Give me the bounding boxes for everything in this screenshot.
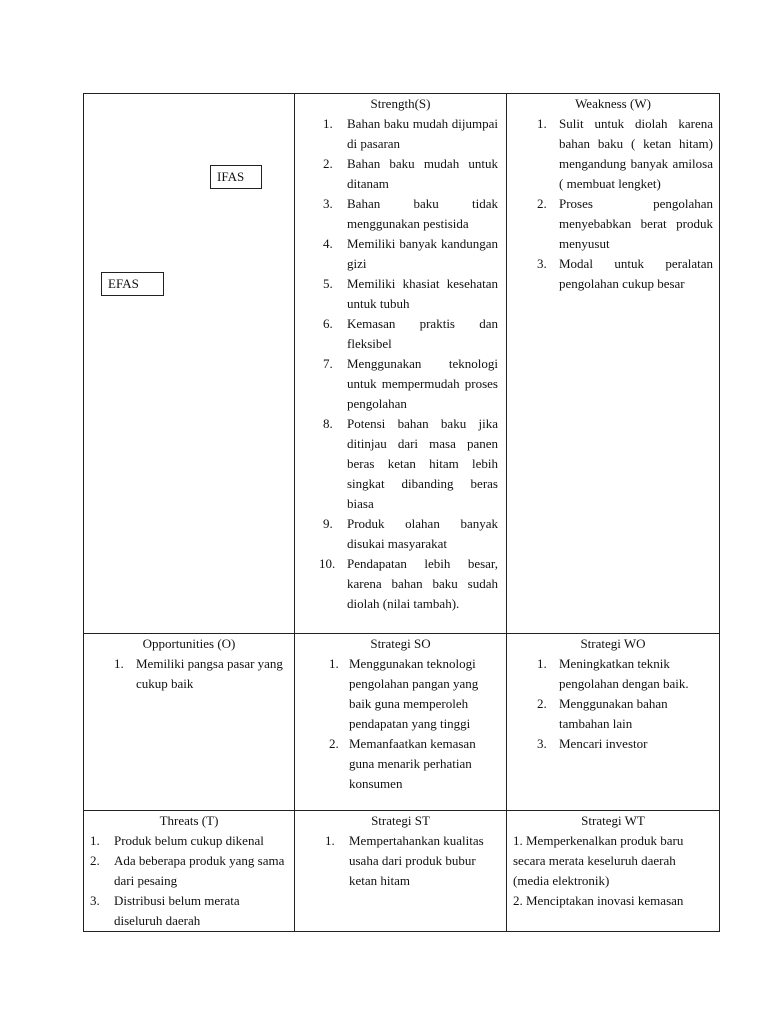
threats-header: Threats (T) bbox=[159, 813, 219, 828]
list-item: 3. Modal untuk peralatan pengolahan cukup besar bbox=[537, 256, 713, 291]
row-internal-factors bbox=[84, 94, 720, 634]
list-item: 2. Proses pengolahan menyebabkan berat produk menyusut bbox=[537, 196, 713, 251]
strategi-wt-header: Strategi WT bbox=[581, 813, 645, 828]
list-item: 1. Produk belum cukup dikenal bbox=[90, 833, 264, 848]
list-item: 1. Mempertahankan kualitas usaha dari produk bubur ketan hitam bbox=[325, 833, 484, 888]
list-item: 2. Menggunakan bahan tambahan lain bbox=[537, 696, 668, 731]
list-item: 7. Menggunakan teknologi untuk mempermudah proses pengolahan bbox=[323, 356, 498, 411]
strategi-so-list bbox=[295, 654, 506, 794]
list-item: 2. Bahan baku mudah untuk ditanam bbox=[323, 156, 498, 191]
cell-opportunities bbox=[84, 634, 295, 811]
cell-strategi-so bbox=[295, 634, 507, 811]
list-item: 3. Bahan baku tidak menggunakan pestisida bbox=[323, 196, 498, 231]
cell-threats bbox=[84, 811, 295, 932]
list-item: 1. Sulit untuk diolah karena bahan baku ( ketan hitam) mengandung banyak amilosa ( membuat lengket) bbox=[537, 116, 713, 191]
row-opportunities bbox=[84, 634, 720, 811]
cell-strategi-wo bbox=[507, 634, 720, 811]
list-item: 1. Menggunakan teknologi pengolahan pangan yang baik guna memperoleh pendapatan yang tinggi bbox=[329, 656, 479, 731]
weakness-header: Weakness (W) bbox=[575, 96, 651, 111]
swot-matrix-table bbox=[83, 93, 720, 932]
list-item: 8. Potensi bahan baku jika ditinjau dari masa panen beras ketan hitam lebih singkat dibanding beras biasa bbox=[323, 416, 498, 511]
list-item: 1. Memiliki pangsa pasar yang cukup baik bbox=[114, 656, 283, 691]
list-item: 10. Pendapatan lebih besar, karena bahan baku sudah diolah (nilai tambah). bbox=[319, 556, 498, 611]
strategi-st-header: Strategi ST bbox=[371, 813, 430, 828]
list-item: 4. Memiliki banyak kandungan gizi bbox=[323, 236, 498, 271]
opportunities-header: Opportunities (O) bbox=[142, 636, 236, 651]
row-threats bbox=[84, 811, 720, 932]
threats-list bbox=[84, 831, 294, 931]
cell-strategi-wt bbox=[507, 811, 720, 932]
list-item: 1. Meningkatkan teknik pengolahan dengan baik. bbox=[537, 656, 689, 691]
list-item: 1. Bahan baku mudah dijumpai di pasaran bbox=[323, 116, 498, 151]
list-item: 3. Mencari investor bbox=[537, 736, 648, 751]
cell-ifas-efas bbox=[84, 94, 295, 634]
strength-list bbox=[295, 114, 506, 614]
strategi-st-list bbox=[295, 831, 506, 891]
strategi-wo-header: Strategi WO bbox=[580, 636, 646, 651]
list-item: 5. Memiliki khasiat kesehatan untuk tubuh bbox=[323, 276, 498, 311]
list-item: 3. Distribusi belum merata diseluruh daerah bbox=[90, 893, 240, 928]
ifas-label-box: IFAS bbox=[210, 165, 262, 189]
list-item: 6. Kemasan praktis dan fleksibel bbox=[323, 316, 498, 351]
opportunities-list bbox=[84, 654, 294, 694]
list-item: 9. Produk olahan banyak disukai masyarakat bbox=[323, 516, 498, 551]
list-item: 2. Memanfaatkan kemasan guna menarik perhatian konsumen bbox=[329, 736, 476, 791]
list-item: 2. Ada beberapa produk yang sama dari pesaing bbox=[90, 853, 285, 888]
cell-strength bbox=[295, 94, 507, 634]
strategi-so-header: Strategi SO bbox=[370, 636, 431, 651]
efas-label-box: EFAS bbox=[101, 272, 164, 296]
strategi-wt-list bbox=[507, 831, 719, 911]
weakness-list bbox=[507, 114, 719, 294]
list-item: 1. Memperkenalkan produk baru secara merata keseluruh daerah (media elektronik) bbox=[513, 833, 684, 888]
strength-header: Strength(S) bbox=[370, 96, 431, 111]
cell-strategi-st bbox=[295, 811, 507, 932]
cell-weakness bbox=[507, 94, 720, 634]
list-item: 2. Menciptakan inovasi kemasan bbox=[513, 893, 684, 908]
strategi-wo-list bbox=[507, 654, 719, 754]
